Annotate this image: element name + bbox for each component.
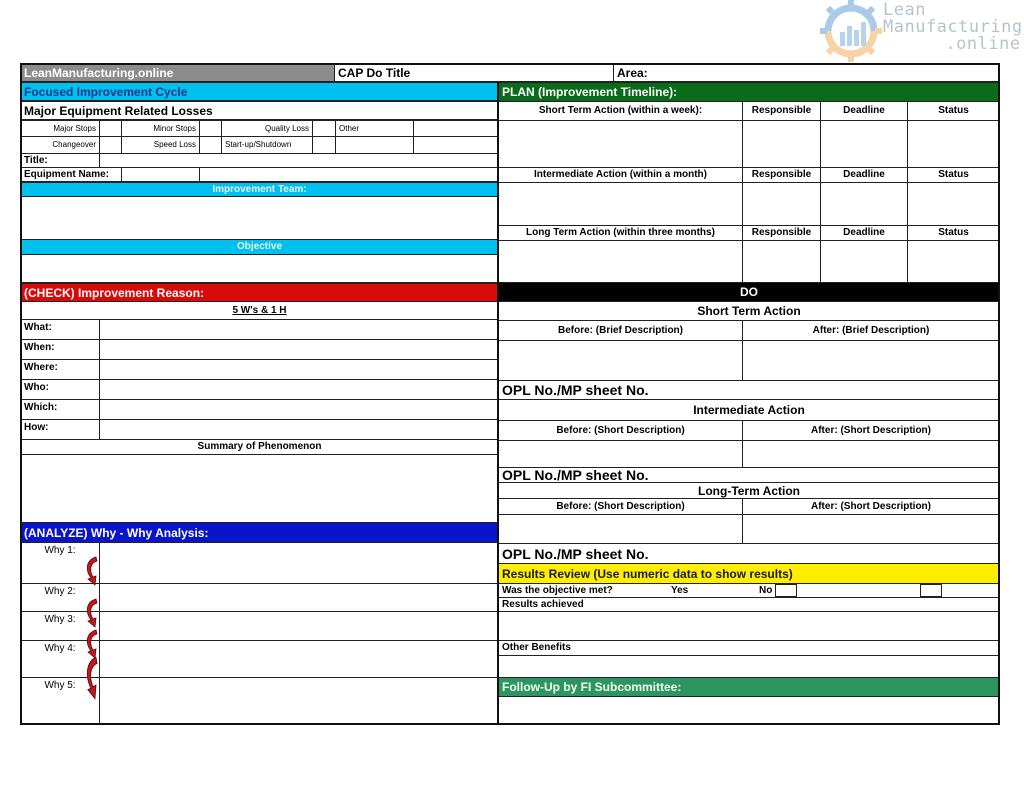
column-divider [497, 82, 499, 725]
when-field[interactable] [99, 339, 499, 360]
which-label: Which: [20, 399, 100, 420]
why-1-label: Why 1: [20, 542, 100, 584]
plan-status-header: Status [907, 101, 1000, 121]
plan-intermediate-field[interactable] [498, 182, 743, 226]
results-achieved-field[interactable] [498, 611, 1000, 641]
plan-long-deadline-field[interactable] [820, 240, 908, 283]
plan-deadline-header: Deadline [820, 101, 908, 121]
plan-long-responsible-field[interactable] [742, 240, 821, 283]
why-2-field[interactable] [99, 583, 499, 612]
do-intermediate-title: Intermediate Action [498, 399, 1000, 421]
do-long-opl-field[interactable]: OPL No./MP sheet No. [498, 543, 1000, 564]
loss-major-stops-box[interactable] [99, 120, 122, 137]
who-field[interactable] [99, 379, 499, 400]
five-w-label: 5 W's & 1 H [20, 301, 499, 320]
plan-status-header: Status [907, 225, 1000, 241]
loss-quality: Quality Loss [221, 120, 313, 137]
title-field[interactable] [99, 153, 499, 168]
objective-field[interactable] [20, 254, 499, 283]
loss-blank-1[interactable] [335, 136, 414, 154]
plan-short-responsible-field[interactable] [742, 120, 821, 168]
do-intermediate-before-label: Before: (Short Description) [498, 420, 743, 441]
plan-long-status-field[interactable] [907, 240, 1000, 283]
do-short-term-title: Short Term Action [498, 301, 1000, 321]
how-label: How: [20, 419, 100, 440]
loss-minor-stops: Minor Stops [121, 120, 200, 137]
loss-quality-box[interactable] [312, 120, 336, 137]
where-label: Where: [20, 359, 100, 380]
other-benefits-label: Other Benefits [498, 640, 1000, 656]
do-intermediate-after-field[interactable] [742, 440, 1000, 468]
plan-intermediate-responsible-field[interactable] [742, 182, 821, 226]
loss-startup: Start-up/Shutdown [221, 136, 313, 154]
arrow-down-icon [84, 598, 100, 628]
when-label: When: [20, 339, 100, 360]
do-long-after-label: After: (Short Description) [742, 498, 1000, 515]
loss-major-stops: Major Stops [20, 120, 100, 137]
loss-startup-box[interactable] [312, 136, 336, 154]
losses-title: Major Equipment Related Losses [20, 101, 499, 120]
plan-short-term-field[interactable] [498, 120, 743, 168]
site-header: LeanManufacturing.online [20, 63, 335, 82]
equipment-field-2[interactable] [199, 167, 499, 182]
yes-checkbox[interactable] [920, 584, 942, 597]
summary-label: Summary of Phenomenon [20, 439, 499, 455]
do-short-after-field[interactable] [742, 340, 1000, 381]
arrow-down-icon [84, 656, 100, 700]
improvement-team-field[interactable] [20, 196, 499, 240]
who-label: Who: [20, 379, 100, 400]
do-short-after-label: After: (Brief Description) [742, 320, 1000, 341]
fic-title: Focused Improvement Cycle [20, 82, 499, 101]
followup-field[interactable] [498, 696, 1000, 725]
why-5-label: Why 5: [20, 677, 100, 725]
area-field[interactable]: Area: [613, 63, 1000, 82]
do-short-before-field[interactable] [498, 340, 743, 381]
plan-deadline-header: Deadline [820, 167, 908, 183]
arrow-down-icon [84, 556, 100, 586]
objective-header: Objective [20, 239, 499, 255]
why-1-field[interactable] [99, 542, 499, 584]
equipment-label: Equipment Name: [20, 167, 122, 182]
plan-long-term-label: Long Term Action (within three months) [498, 225, 743, 241]
do-long-after-field[interactable] [742, 514, 1000, 544]
title-label: Title: [20, 153, 100, 168]
equipment-field[interactable] [121, 167, 200, 182]
logo-line-3: .online [945, 34, 1021, 54]
loss-blank-2[interactable] [413, 136, 499, 154]
plan-intermediate-label: Intermediate Action (within a month) [498, 167, 743, 183]
why-5-field[interactable] [99, 677, 499, 725]
which-field[interactable] [99, 399, 499, 420]
improvement-team-header: Improvement Team: [20, 182, 499, 197]
do-long-term-title: Long-Term Action [498, 482, 1000, 499]
plan-short-deadline-field[interactable] [820, 120, 908, 168]
plan-short-status-field[interactable] [907, 120, 1000, 168]
what-field[interactable] [99, 319, 499, 340]
results-achieved-label: Results achieved [498, 597, 1000, 612]
loss-changeover: Changeover [20, 136, 100, 154]
what-label: What: [20, 319, 100, 340]
plan-short-term-label: Short Term Action (within a week): [498, 101, 743, 121]
plan-status-header: Status [907, 167, 1000, 183]
plan-intermediate-status-field[interactable] [907, 182, 1000, 226]
do-short-before-label: Before: (Brief Description) [498, 320, 743, 341]
do-header: DO [498, 282, 1000, 302]
followup-header: Follow-Up by FI Subcommittee: [498, 677, 1000, 697]
yes-label: Yes [671, 585, 689, 596]
plan-responsible-header: Responsible [742, 225, 821, 241]
logo-line-1: Lean [883, 0, 926, 20]
logo [820, 0, 1024, 64]
cap-title-field[interactable]: CAP Do Title [334, 63, 614, 82]
plan-responsible-header: Responsible [742, 101, 821, 121]
logo-line-2: Manufacturing [883, 17, 1023, 37]
why-4-label: Why 4: [20, 640, 100, 678]
do-intermediate-before-field[interactable] [498, 440, 743, 468]
plan-intermediate-deadline-field[interactable] [820, 182, 908, 226]
plan-long-term-field[interactable] [498, 240, 743, 283]
why-3-label: Why 3: [20, 611, 100, 641]
loss-speed-box[interactable] [199, 136, 222, 154]
analyze-header: (ANALYZE) Why - Why Analysis: [20, 522, 499, 543]
why-2-label: Why 2: [20, 583, 100, 612]
loss-other-box[interactable] [413, 120, 499, 137]
how-field[interactable] [99, 419, 499, 440]
plan-header: PLAN (Improvement Timeline): [498, 82, 1000, 102]
loss-speed: Speed Loss [121, 136, 200, 154]
do-short-opl-field[interactable]: OPL No./MP sheet No. [498, 380, 1000, 400]
logo-text [883, 2, 1023, 53]
where-field[interactable] [99, 359, 499, 380]
check-header: (CHECK) Improvement Reason: [20, 283, 499, 302]
no-checkbox[interactable] [775, 584, 797, 597]
objective-met-label: Was the objective met? [502, 585, 613, 596]
other-benefits-field[interactable] [498, 655, 1000, 678]
gear-chart-icon [820, 0, 882, 62]
plan-responsible-header: Responsible [742, 167, 821, 183]
do-intermediate-opl-field[interactable]: OPL No./MP sheet No. [498, 467, 1000, 483]
do-long-before-label: Before: (Short Description) [498, 498, 743, 515]
plan-deadline-header: Deadline [820, 225, 908, 241]
results-header: Results Review (Use numeric data to show results) [498, 563, 1000, 584]
no-label: No [759, 585, 773, 596]
why-3-field[interactable] [99, 611, 499, 641]
loss-changeover-box[interactable] [99, 136, 122, 154]
summary-field[interactable] [20, 454, 499, 523]
arrow-down-icon [84, 629, 100, 659]
loss-other: Other [335, 120, 414, 137]
loss-minor-stops-box[interactable] [199, 120, 222, 137]
do-long-before-field[interactable] [498, 514, 743, 544]
do-intermediate-after-label: After: (Short Description) [742, 420, 1000, 441]
why-4-field[interactable] [99, 640, 499, 678]
